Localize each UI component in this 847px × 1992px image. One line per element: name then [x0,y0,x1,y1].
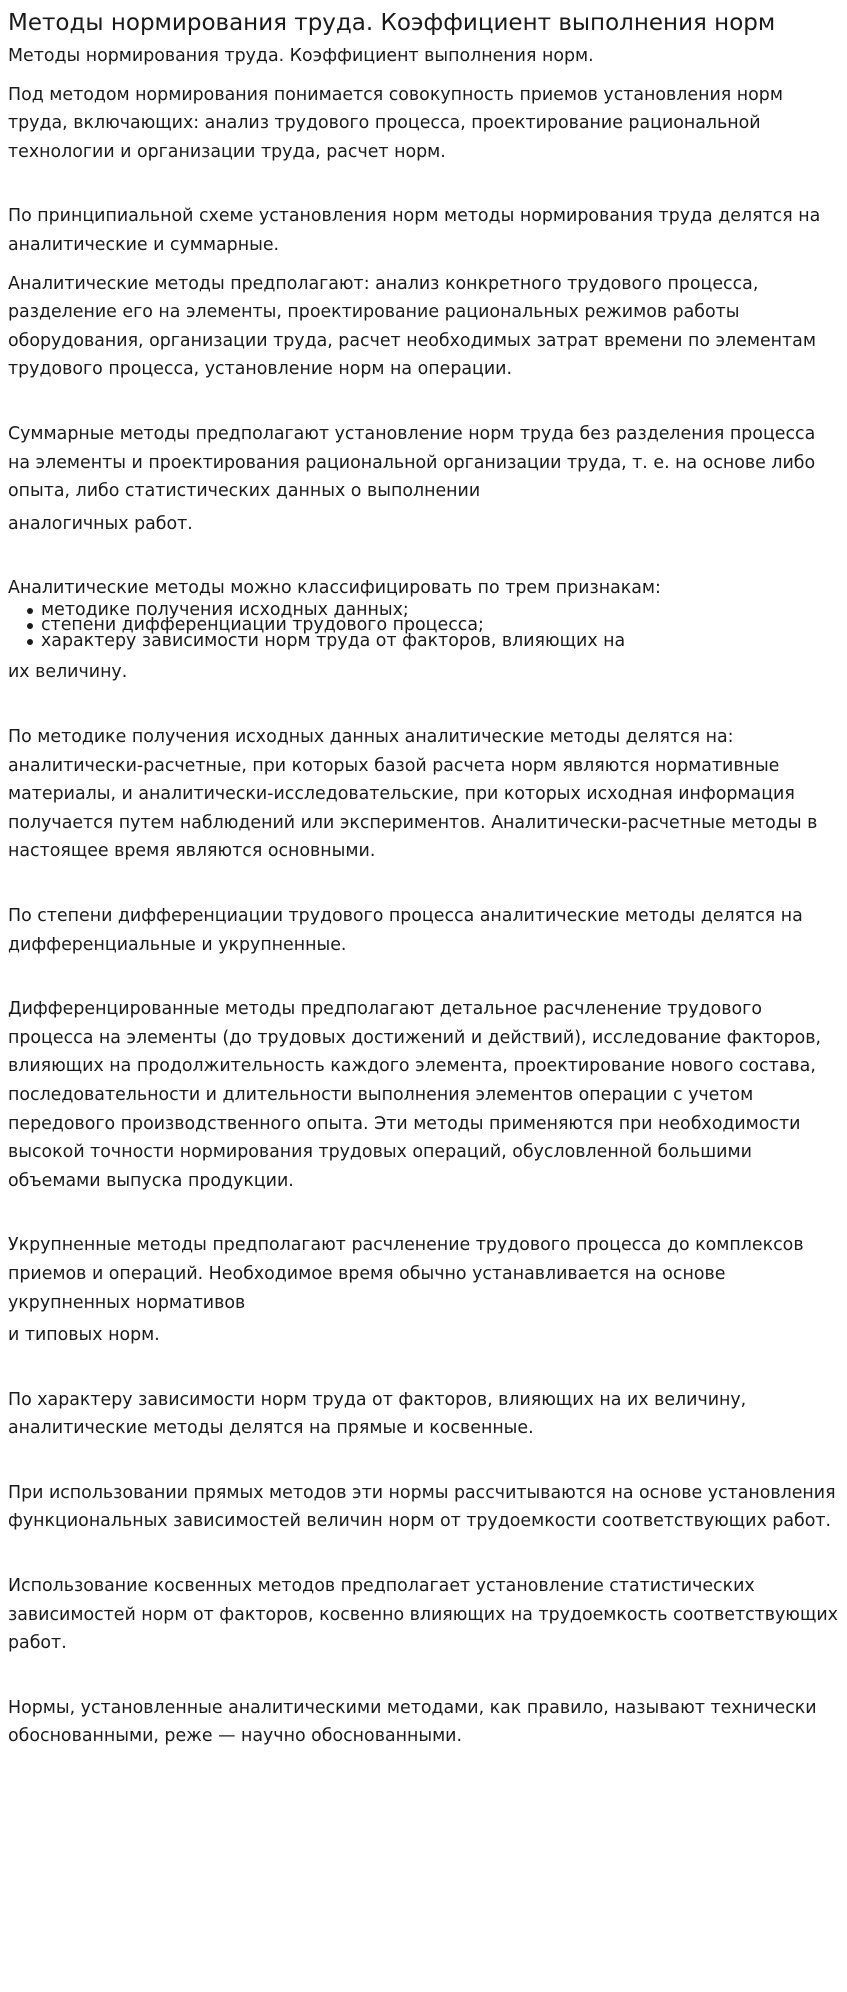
paragraph-enlarged: Укрупненные методы предполагают расчленение трудового процесса до комплексов приемов и операций. Необходимое время обычно устанавливается на основе укрупненных нормативов [8,1235,804,1313]
paragraph-indirect: Использование косвенных методов предполагает установление статистических зависимостей норм от факторов, косвенно влияющих на трудоемкость соответствующих работ. [8,1576,838,1654]
paragraph-direct: При использовании прямых методов эти нормы рассчитываются на основе установления функциональных зависимостей величин норм от трудоемкости соответствующих работ. [8,1482,836,1532]
paragraph-differentiation: По степени дифференциации трудового процесса аналитические методы делятся на дифференциальные и укрупненные. [8,905,803,955]
list-item: методике получения исходных данных; [41,603,839,619]
paragraph-scheme: По принципиальной схеме установления норм методы нормирования труда делятся на аналитические и суммарные. [8,206,821,255]
paragraph-definition: Под методом нормирования понимается совокупность приемов установления норм труда, включающих: анализ трудового процесса, проектирование рациональной технологии и организации труда, расчет норм. [8,84,783,162]
list-item: степени дифференциации трудового процесса; [41,618,839,634]
paragraph-differentiated: Дифференцированные методы предполагают детальное расчленение трудового процесса на элементы (до трудовых достижений и действий), исследование факторов, влияющих на продолжительность каждого элемента, проектирование нового состава, последовательности и длительности выполнения элементов операции с учетом передового производственного опыта. Эти методы применяются при необходимости высокой точности нормирования трудовых операций, обусловленной большими объемами выпуска продукции. [8,999,822,1191]
paragraph-analytical: Аналитические методы предполагают: анализ конкретного трудового процесса, разделение его на элементы, проектирование рациональных режимов работы оборудования, организации труда, расчет необходимых затрат времени по элементам трудового процесса, установление норм на операции. [8,273,816,380]
intro-line: Методы нормирования труда. Коэффициент выполнения норм. [8,46,594,66]
paragraph-summary: Суммарные методы предполагают установление норм труда без разделения процесса на элементы и проектирования рациональной организации труда, т. е. на основе либо опыта, либо статистических данных о выполнении [8,423,816,502]
paragraph-summary-tail: аналогичных работ. [8,513,193,534]
paragraph-classification: Аналитические методы можно классифицировать по трем признакам: [8,578,661,599]
list-tail: их величину. [8,662,128,683]
paragraph-dependency: По характеру зависимости норм труда от факторов, влияющих на их величину, аналитические методы делятся на прямые и косвенные. [8,1389,747,1439]
paragraph-enlarged-tail: и типовых норм. [8,1325,160,1346]
classification-list [8,599,839,651]
page-title: Методы нормирования труда. Коэффициент выполнения норм [8,10,776,36]
list-item: характеру зависимости норм труда от факторов, влияющих на [41,634,839,650]
paragraph-conclusion: Нормы, установленные аналитическими методами, как правило, называют технически обоснованными, реже — научно обоснованными. [8,1697,817,1747]
paragraph-source-data: По методике получения исходных данных аналитические методы делятся на: аналитически-расчетные, при которых базой расчета норм являются нормативные материалы, и аналитически-исследовательские, при которых исходная информация получается путем наблюдений или экспериментов. Аналитически-расчетные методы в настоящее время являются основными. [8,727,818,862]
